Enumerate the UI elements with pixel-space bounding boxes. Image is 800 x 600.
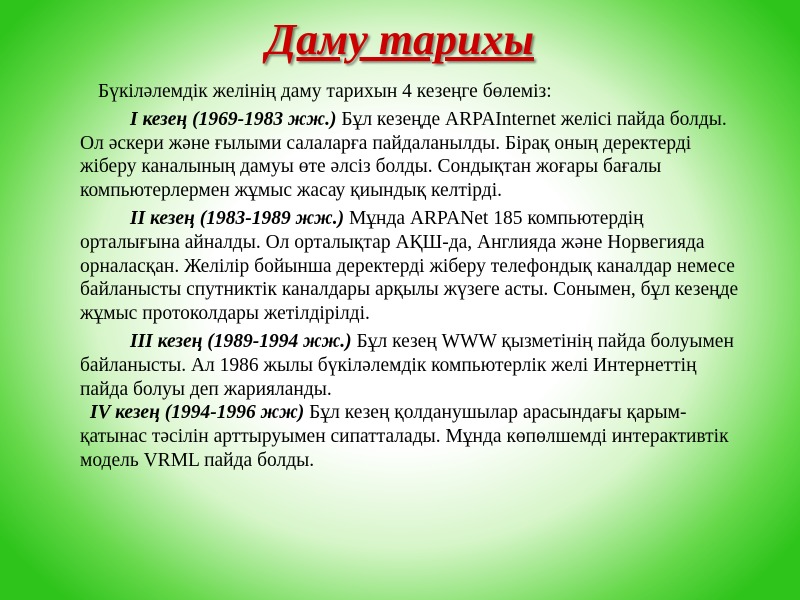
period-3-text: Бұл кезең WWW қызметінің пайда болуымен байланысты. Ал 1986 жылы бүкіләлемдік компьютерлік желі Интернеттің пайда болуы деп жарияланды. xyxy=(80,330,734,400)
intro-paragraph: Бүкіләлемдік желінің даму тарихын 4 кезеңге бөлеміз: xyxy=(98,81,552,102)
period-2-label: II кезең (1983-1989 жж.) xyxy=(130,207,345,229)
period-4-label: IV кезең (1994-1996 жж) xyxy=(90,402,305,424)
period-4-paragraph xyxy=(80,401,745,472)
period-3-label: III кезең (1989-1994 жж.) xyxy=(130,330,352,352)
period-2-text: Мұнда ARPANet 185 компьютердің орталығына айналды. Ол орталықтар АҚШ-да, Англияда және Норвегияда орналасқан. Желілір бойынша деректерді жіберу телефондық каналдар немесе байланысты спутниктік каналдары арқылы жүзеге асты. Сонымен, бұл кезеңде жұмыс протоколдары жетілдірілді. xyxy=(80,207,739,325)
period-3-paragraph xyxy=(80,330,745,401)
slide-body xyxy=(80,80,745,473)
slide-title: Даму тарихы xyxy=(266,15,534,64)
period-1-paragraph xyxy=(80,108,745,203)
period-2-paragraph xyxy=(80,207,745,326)
period-4-text: Бұл кезең қолданушылар арасындағы қарым-қатынас тәсілін арттыруымен сипатталады. Мұнда көпөлшемді интерактивтік модель VRML пайда болды. xyxy=(80,402,729,471)
period-1-label: I кезең (1969-1983 жж.) xyxy=(130,108,337,130)
period-1-text: Бұл кезеңде ARPAInternet желісі пайда болды. Ол әскери және ғылыми салаларға пайдаланылды. Бірақ оның деректерді жіберу каналының дамуы өте әлсіз болды. Сондықтан жоғары бағалы компьютерлермен жұмыс жасау қиындық келтірді. xyxy=(80,108,727,202)
